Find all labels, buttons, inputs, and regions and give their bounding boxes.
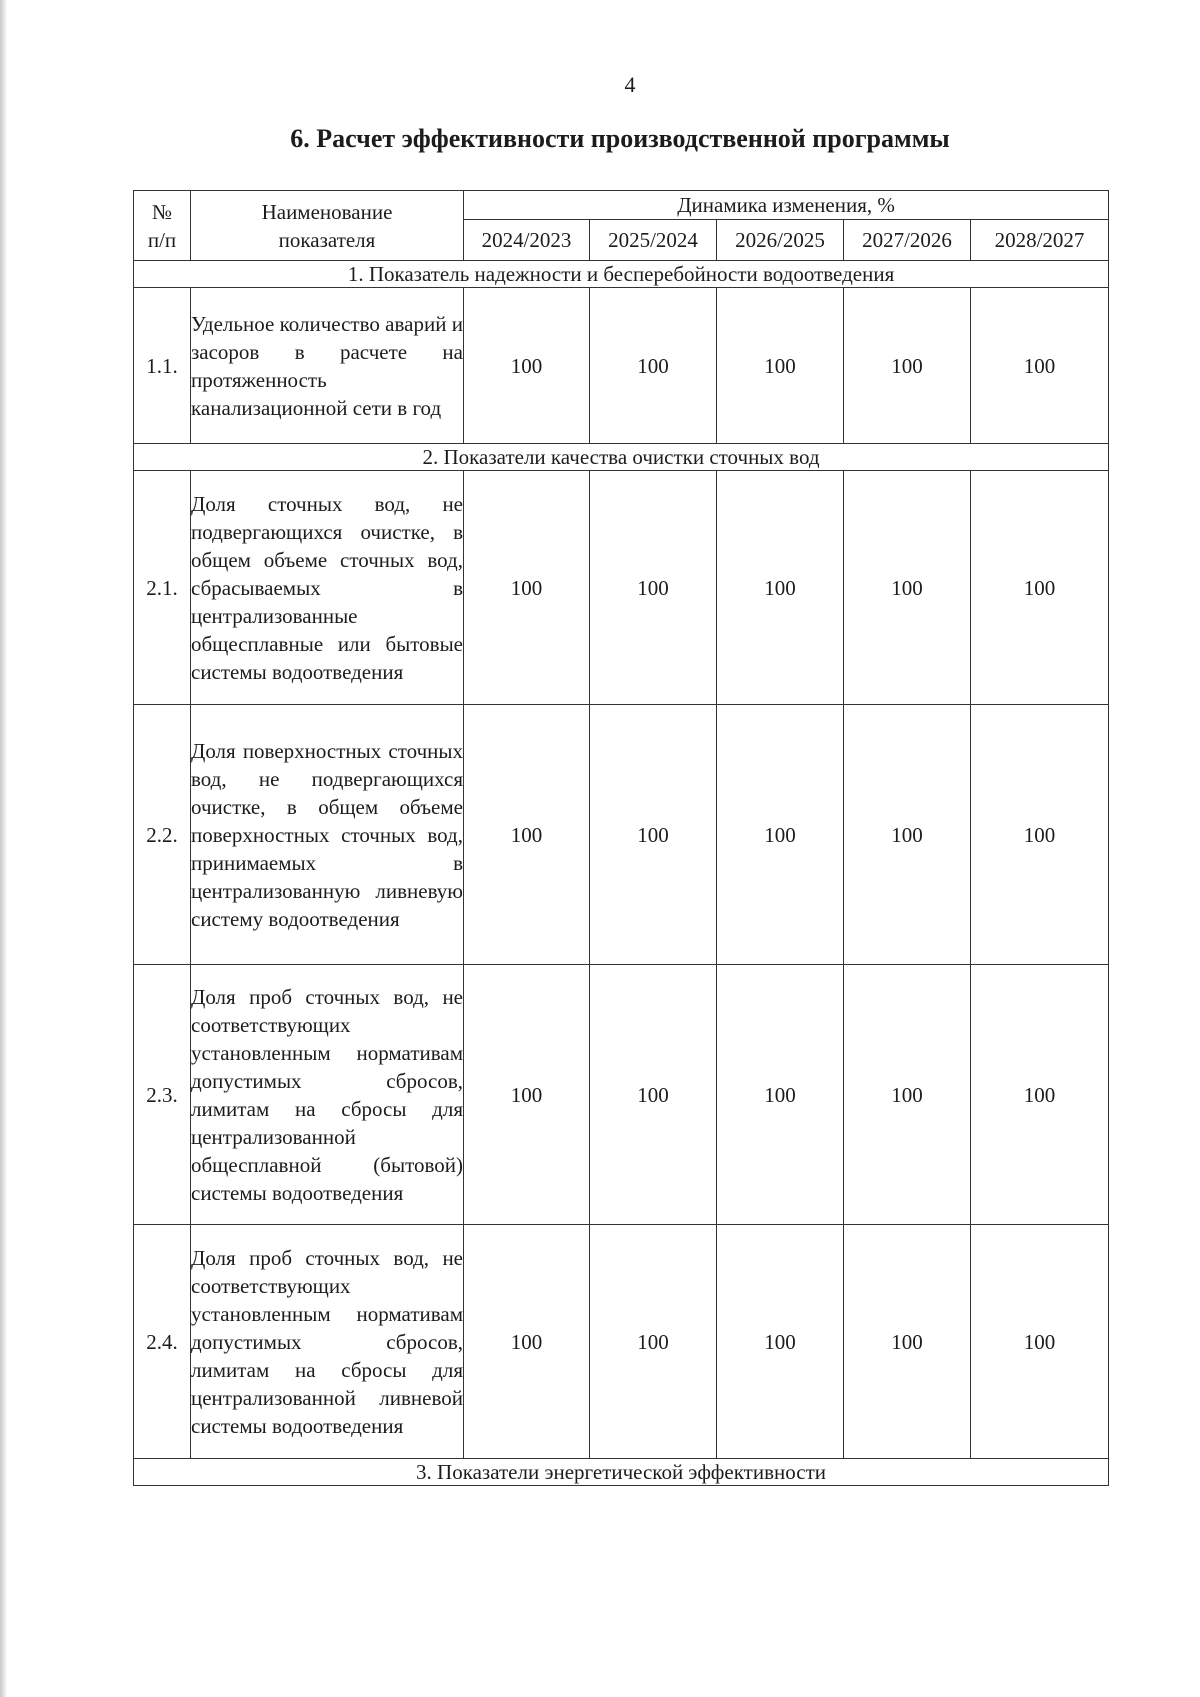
value-cell-5: 100 — [971, 705, 1109, 965]
indicator-name: Доля проб сточных вод, не соответствующих установленным нормативам допустимых сбросов, лимитам на сбросы для централизованной ливневой системы водоотведения — [191, 1225, 464, 1459]
section-title: 3. Показатели энергетической эффективности — [134, 1459, 1109, 1486]
page-title: 6. Расчет эффективности производственной программы — [290, 124, 950, 153]
period-header-1: 2024/2023 — [464, 220, 590, 261]
value-cell-5: 100 — [971, 965, 1109, 1225]
indicator-name: Доля сточных вод, не подвергающихся очистке, в общем объеме сточных вод, сбрасываемых в централизованные общесплавные или бытовые системы водоотведения — [191, 471, 464, 705]
value-cell-3: 100 — [717, 471, 844, 705]
value-cell-3: 100 — [717, 965, 844, 1225]
value-cell-4: 100 — [844, 1225, 971, 1459]
name-header-line1: Наименование — [261, 199, 393, 224]
section-title: 2. Показатели качества очистки сточных вод — [134, 444, 1109, 471]
period-header-4: 2027/2026 — [844, 220, 971, 261]
section-row — [134, 1459, 1109, 1486]
row-number: 2.1. — [134, 471, 191, 705]
period-header-2: 2025/2024 — [590, 220, 717, 261]
indicator-name: Доля поверхностных сточных вод, не подвергающихся очистке, в общем объеме поверхностных сточных вод, принимаемых в централизованную ливневую систему водоотведения — [191, 705, 464, 965]
num-header-line1: № — [151, 199, 173, 224]
period-header-3: 2026/2025 — [717, 220, 844, 261]
scan-edge-shadow — [0, 0, 7, 1697]
value-cell-1: 100 — [464, 288, 590, 444]
value-cell-5: 100 — [971, 1225, 1109, 1459]
table-row — [134, 705, 1109, 965]
table-row — [134, 471, 1109, 705]
value-cell-1: 100 — [464, 1225, 590, 1459]
value-cell-1: 100 — [464, 965, 590, 1225]
page-number: 4 — [624, 72, 636, 97]
num-header-line2: п/п — [147, 227, 177, 252]
indicator-name: Удельное количество аварий и засоров в расчете на протяженность канализационной сети в год — [191, 288, 464, 444]
value-cell-5: 100 — [971, 471, 1109, 705]
value-cell-4: 100 — [844, 705, 971, 965]
value-cell-3: 100 — [717, 1225, 844, 1459]
table-body — [134, 261, 1109, 1486]
value-cell-2: 100 — [590, 288, 717, 444]
dynamics-header: Динамика изменения, % — [464, 191, 1109, 220]
value-cell-2: 100 — [590, 471, 717, 705]
section-title: 1. Показатель надежности и бесперебойности водоотведения — [134, 261, 1109, 288]
table-header-row — [134, 191, 1109, 220]
value-cell-4: 100 — [844, 288, 971, 444]
value-cell-4: 100 — [844, 471, 971, 705]
section-row — [134, 261, 1109, 288]
indicator-name: Доля проб сточных вод, не соответствующих установленным нормативам допустимых сбросов, лимитам на сбросы для централизованной общесплавной (бытовой) системы водоотведения — [191, 965, 464, 1225]
table-row — [134, 1225, 1109, 1459]
row-number: 2.3. — [134, 965, 191, 1225]
value-cell-2: 100 — [590, 965, 717, 1225]
value-cell-3: 100 — [717, 288, 844, 444]
row-number: 2.4. — [134, 1225, 191, 1459]
value-cell-2: 100 — [590, 705, 717, 965]
period-header-5: 2028/2027 — [971, 220, 1109, 261]
value-cell-1: 100 — [464, 705, 590, 965]
row-number: 1.1. — [134, 288, 191, 444]
value-cell-3: 100 — [717, 705, 844, 965]
value-cell-1: 100 — [464, 471, 590, 705]
name-header-line2: показателя — [278, 227, 376, 252]
row-number: 2.2. — [134, 705, 191, 965]
name-column-header — [191, 191, 464, 261]
value-cell-2: 100 — [590, 1225, 717, 1459]
value-cell-5: 100 — [971, 288, 1109, 444]
table-row — [134, 288, 1109, 444]
value-cell-4: 100 — [844, 965, 971, 1225]
efficiency-table — [133, 190, 1109, 1486]
num-column-header — [134, 191, 191, 261]
section-row — [134, 444, 1109, 471]
table-row — [134, 965, 1109, 1225]
